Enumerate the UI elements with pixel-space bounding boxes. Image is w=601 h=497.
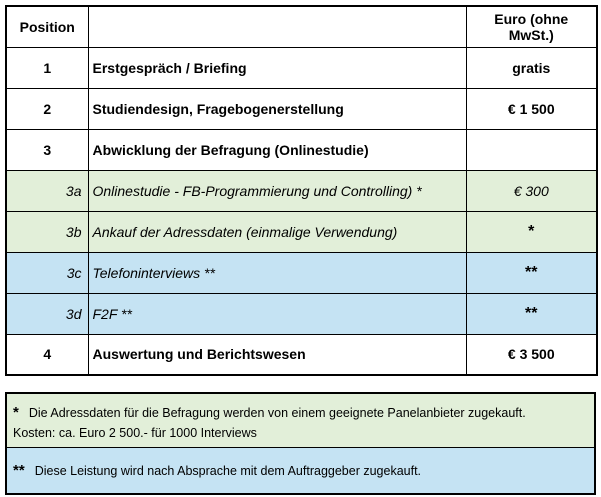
table-row <box>6 129 597 170</box>
row-price <box>466 129 597 170</box>
footnote-text: Diese Leistung wird nach Absprache mit dem Auftraggeber zugekauft. <box>34 463 422 478</box>
table-row <box>6 334 597 375</box>
row-description: Erstgespräch / Briefing <box>88 47 466 88</box>
footnote-address-data <box>7 394 594 448</box>
header-price: Euro (ohne MwSt.) <box>466 6 597 47</box>
footnote-text: Die Adressdaten für die Befragung werden von einem geeignete Panelanbieter zugekauft. <box>28 406 526 420</box>
header-position: Position <box>6 6 88 47</box>
table-row <box>6 211 597 252</box>
table-row <box>6 293 597 334</box>
table-row <box>6 47 597 88</box>
table-row <box>6 252 597 293</box>
row-price: € 1 500 <box>466 88 597 129</box>
table-row <box>6 170 597 211</box>
table-header-row <box>6 6 597 47</box>
row-position: 3c <box>6 252 88 293</box>
row-price: ** <box>466 293 597 334</box>
row-price: ** <box>466 252 597 293</box>
row-description: Auswertung und Berichtswesen <box>88 334 466 375</box>
footnote-mark-double: ** <box>13 462 25 479</box>
row-price: gratis <box>466 47 597 88</box>
row-position: 3d <box>6 293 88 334</box>
price-table <box>5 5 598 376</box>
footnote-costs: Kosten: ca. Euro 2 500.- für 1000 Interviews <box>13 426 257 440</box>
row-position: 3 <box>6 129 88 170</box>
row-description: Ankauf der Adressdaten (einmalige Verwendung) <box>88 211 466 252</box>
row-position: 2 <box>6 88 88 129</box>
footnotes-box <box>5 392 596 495</box>
table-row <box>6 88 597 129</box>
row-position: 4 <box>6 334 88 375</box>
footnote-mark-single: * <box>13 404 19 421</box>
row-description: Studiendesign, Fragebogenerstellung <box>88 88 466 129</box>
footnote-purchase <box>7 448 594 493</box>
row-price: * <box>466 211 597 252</box>
row-price: € 3 500 <box>466 334 597 375</box>
row-position: 3b <box>6 211 88 252</box>
row-description: F2F ** <box>88 293 466 334</box>
row-description: Onlinestudie - FB-Programmierung und Controlling) * <box>88 170 466 211</box>
row-position: 1 <box>6 47 88 88</box>
row-price: € 300 <box>466 170 597 211</box>
header-description <box>88 6 466 47</box>
row-description: Telefoninterviews ** <box>88 252 466 293</box>
row-position: 3a <box>6 170 88 211</box>
row-description: Abwicklung der Befragung (Onlinestudie) <box>88 129 466 170</box>
